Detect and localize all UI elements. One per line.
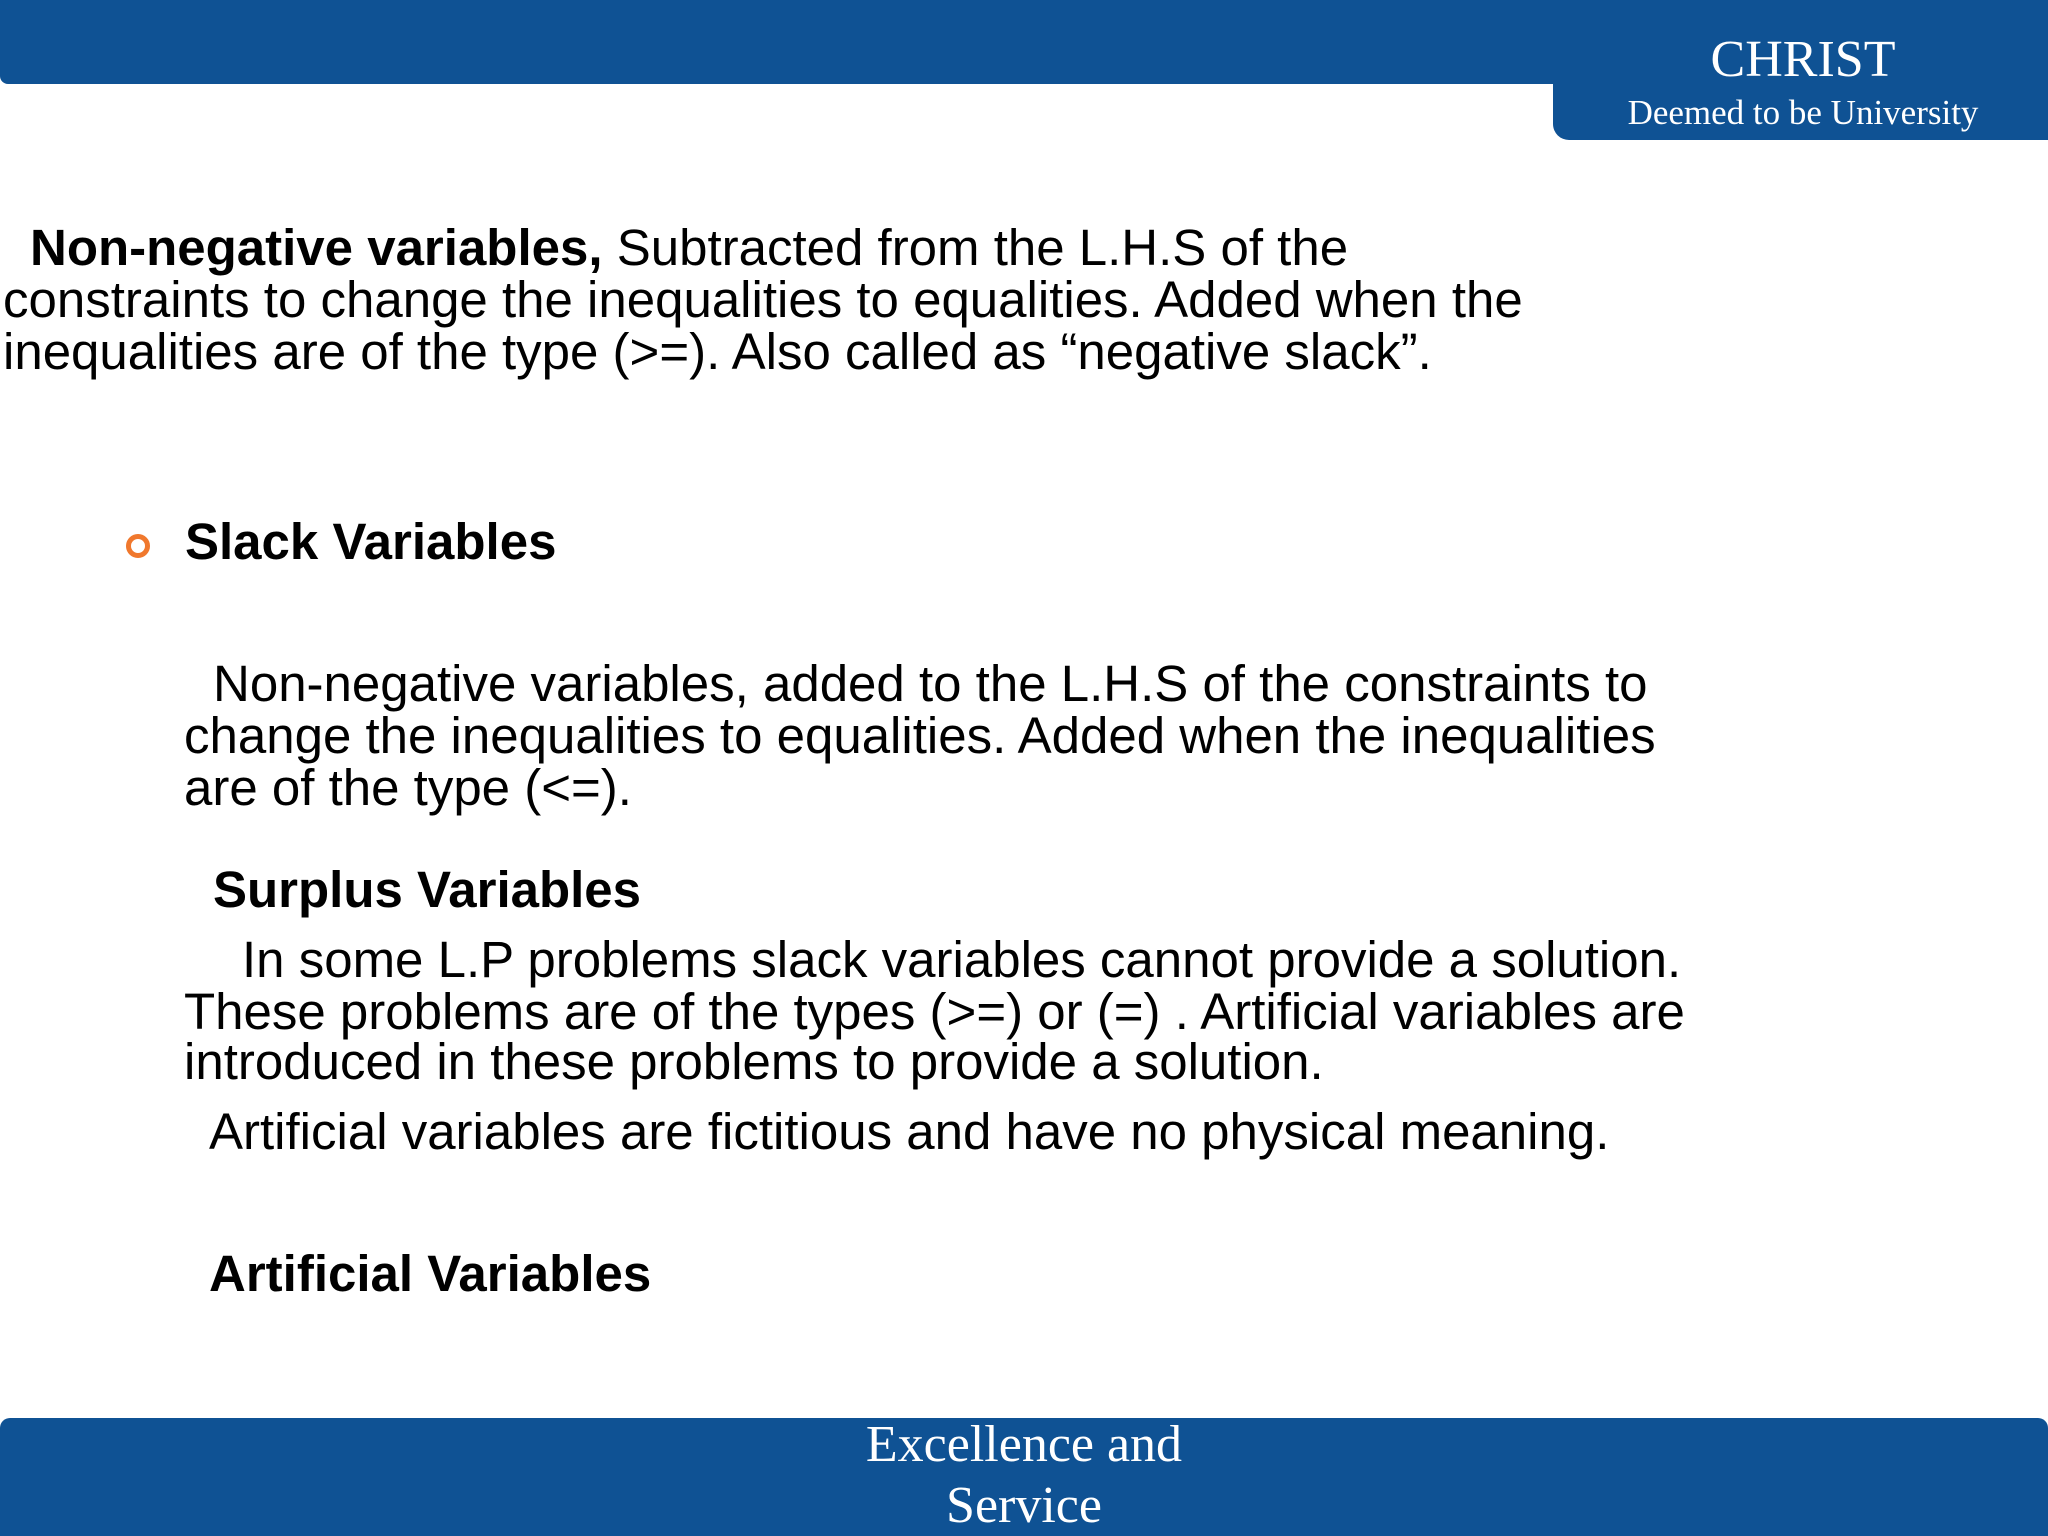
- intro-line-1-rest: Subtracted from the L.H.S of the: [602, 219, 1349, 276]
- footer-line-2: Service: [946, 1477, 1102, 1534]
- logo-title: CHRIST: [1710, 31, 1896, 88]
- intro-line-3: inequalities are of the type (>=). Also called as “negative slack”.: [3, 323, 1432, 380]
- intro-bold-phrase: Non-negative variables,: [30, 219, 603, 276]
- slack-line-2: change the inequalities to equalities. Added when the inequalities: [184, 707, 1656, 764]
- footer-line-1: Excellence and: [865, 1416, 1183, 1473]
- slack-line-1: Non-negative variables, added to the L.H.S of the constraints to: [213, 655, 1648, 712]
- footer-tagline: [824, 1414, 1224, 1536]
- logo-subtitle: Deemed to be University: [1627, 93, 1979, 132]
- intro-line-2: constraints to change the inequalities to equalities. Added when the: [3, 271, 1523, 328]
- surplus-line-2: These problems are of the types (>=) or (=) . Artificial variables are: [184, 983, 1685, 1040]
- slack-heading: Slack Variables: [185, 513, 557, 570]
- slack-line-3: are of the type (<=).: [184, 759, 632, 816]
- intro-line-1: [30, 219, 1349, 276]
- surplus-line-1: In some L.P problems slack variables cannot provide a solution.: [242, 931, 1682, 988]
- surplus-note: Artificial variables are fictitious and have no physical meaning.: [209, 1103, 1610, 1160]
- surplus-heading: Surplus Variables: [213, 861, 642, 918]
- surplus-line-3: introduced in these problems to provide a solution.: [184, 1033, 1324, 1090]
- artificial-heading: Artificial Variables: [209, 1245, 652, 1302]
- bullet-circle-icon: [126, 534, 150, 558]
